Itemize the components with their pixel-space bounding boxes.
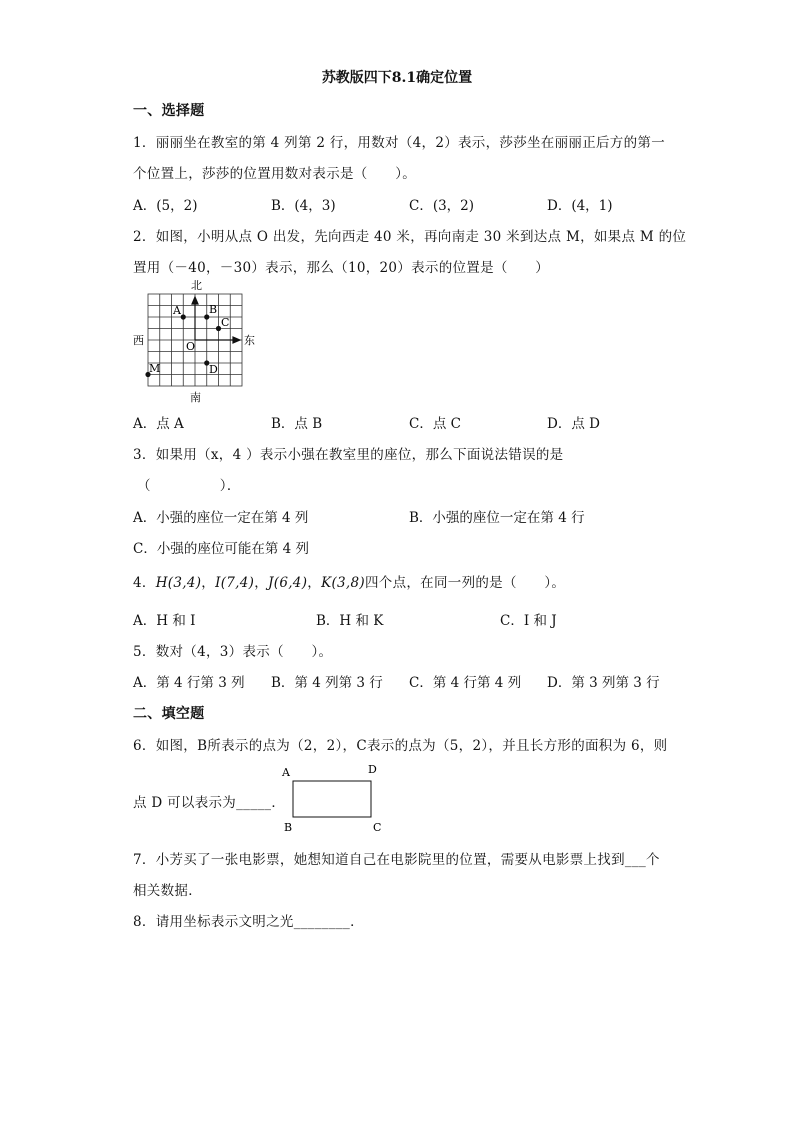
question-1-line-2: 个位置上，莎莎的位置用数对表示是（ ）。: [133, 166, 417, 182]
question-5-line-1: 5．数对（4，3）表示（ ）。: [133, 644, 333, 660]
q3-option-b[interactable]: B．小强的座位一定在第 4 行: [409, 510, 585, 526]
q2-option-b[interactable]: B．点 B: [271, 416, 323, 432]
q4-option-b[interactable]: B．H 和 K: [316, 613, 384, 629]
q1-option-a[interactable]: A．(5，2): [133, 198, 198, 214]
question-2-line-1: 2．如图，小明从点 O 出发，先向西走 40 米，再向南走 30 米到达点 M，如果点 M 的位: [133, 229, 687, 245]
question-3-line-2: （ ）．: [137, 478, 241, 494]
label-south: 南: [190, 391, 201, 404]
label-point-a: A: [173, 304, 181, 317]
q4-suffix: 四个点，在同一列的是（ ）。: [364, 575, 566, 591]
q2-option-a[interactable]: A．点 A: [133, 416, 184, 432]
rectangle-shape: [293, 781, 371, 817]
q5-option-c[interactable]: C．第 4 行第 4 列: [409, 675, 522, 691]
q4-option-a[interactable]: A．H 和 I: [133, 613, 196, 629]
section-heading-choice: 一、选择题: [133, 103, 205, 119]
q5-option-a[interactable]: A．第 4 行第 3 列: [133, 675, 245, 691]
q1-option-d[interactable]: D．(4，1): [547, 198, 613, 214]
q3-option-c[interactable]: C．小强的座位可能在第 4 列: [133, 541, 310, 557]
page-title: 苏教版四下8.1确定位置: [321, 70, 473, 86]
rect-label-c: C: [373, 821, 382, 834]
q4-point-k: K(3,8): [321, 575, 365, 591]
label-point-b: B: [209, 303, 218, 316]
q4-option-c[interactable]: C．I 和 J: [500, 613, 557, 629]
rect-label-b: B: [284, 821, 293, 834]
label-point-c: C: [221, 316, 230, 329]
label-point-o: O: [186, 340, 196, 353]
question-1-line-1: 1．丽丽坐在教室的第 4 列第 2 行，用数对（4，2）表示，莎莎坐在丽丽正后方的第一: [133, 135, 666, 151]
q1-option-b[interactable]: B．(4，3): [271, 198, 336, 214]
point-a-dot: [181, 314, 186, 319]
section-heading-fill: 二、填空题: [133, 706, 205, 722]
question-7-line-1: 7．小芳买了一张电影票，她想知道自己在电影院里的位置，需要从电影票上找到___个: [133, 852, 660, 868]
q2-option-d[interactable]: D．点 D: [547, 416, 600, 432]
q4-point-i: I(7,4): [215, 575, 255, 591]
question-6-line-1: 6．如图，B所表示的点为（2，2），C表示的点为（5，2），并且长方形的面积为 6，则: [133, 738, 668, 754]
east-arrow-icon: [233, 337, 240, 343]
q5-option-b[interactable]: B．第 4 列第 3 行: [271, 675, 383, 691]
north-arrow-icon: [192, 297, 198, 304]
label-west: 西: [133, 334, 144, 347]
label-point-m: M: [149, 362, 161, 375]
rect-label-a: A: [282, 766, 290, 779]
label-east: 东: [244, 334, 255, 347]
q4-prefix: 4．: [133, 575, 156, 591]
label-north: 北: [191, 279, 202, 292]
rect-label-d: D: [368, 763, 377, 776]
question-8-line-1: 8．请用坐标表示文明之光________．: [133, 914, 364, 930]
direction-grid-figure: [130, 278, 270, 408]
q4-point-j: J(6,4): [268, 575, 308, 591]
question-3-line-1: 3．如果用（x，4 ）表示小强在教室里的座位，那么下面说法错误的是: [133, 447, 564, 463]
question-6-line-2: 点 D 可以表示为_____．: [133, 795, 286, 811]
rectangle-figure: [276, 760, 396, 838]
question-7-line-2: 相关数据．: [133, 883, 202, 899]
q2-option-c[interactable]: C．点 C: [409, 416, 461, 432]
q4-point-h: H(3,4): [155, 575, 202, 591]
q3-option-a[interactable]: A．小强的座位一定在第 4 列: [133, 510, 309, 526]
label-point-d: D: [209, 363, 218, 376]
question-4-line-1: 4．H(3,4)，I(7,4)，J(6,4)，K(3,8)四个点，在同一列的是（ ）。: [133, 575, 566, 591]
q5-option-d[interactable]: D．第 3 列第 3 行: [547, 675, 660, 691]
question-2-line-2: 置用（－40，－30）表示，那么（10，20）表示的位置是（ ）: [133, 260, 550, 276]
q1-option-c[interactable]: C．(3，2): [409, 198, 475, 214]
